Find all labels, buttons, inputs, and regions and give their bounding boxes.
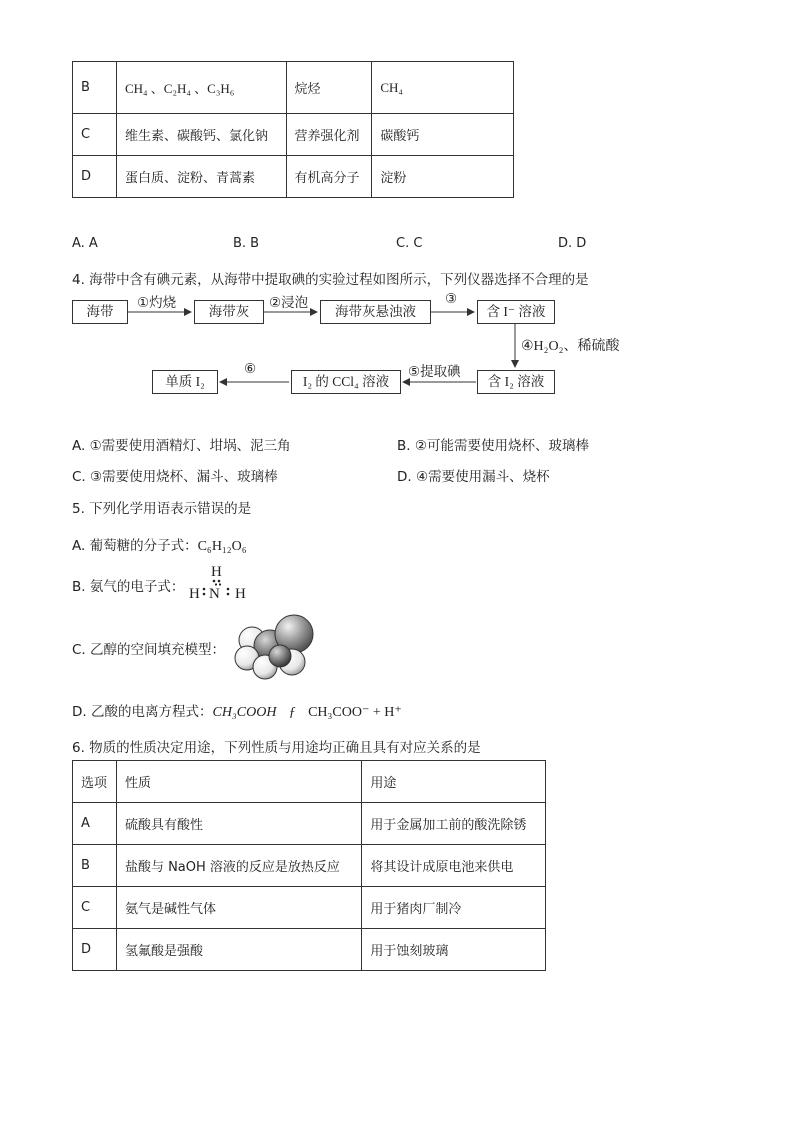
q4-stem: 4. 海带中含有碘元素，从海带中提取碘的实验过程如图所示，下列仪器选择不合理的是 (72, 272, 589, 288)
q6-row-property: 硫酸具有酸性 (116, 803, 361, 845)
q3-row-option: D (73, 156, 117, 198)
flow-step-2: ②浸泡 (269, 295, 309, 311)
q3-row-option: C (73, 114, 117, 156)
ethanol-space-filling-model-icon (232, 612, 324, 682)
svg-text:N: N (209, 586, 220, 602)
q5-option-b[interactable] (72, 575, 184, 595)
q5-option-a[interactable] (72, 534, 247, 555)
q6-row-option: A (73, 803, 117, 845)
q3-option-a[interactable]: A. A (72, 236, 98, 251)
q6-row-option: D (73, 929, 117, 971)
q6-row-option: B (73, 845, 117, 887)
q6-row-use: 用于蚀刻玻璃 (362, 929, 546, 971)
flow-step-6: ⑥ (244, 361, 257, 377)
svg-text:H: H (235, 586, 246, 602)
q5-option-d[interactable] (72, 700, 402, 721)
q6-header-option: 选项 (73, 761, 117, 803)
q5-option-c[interactable] (72, 638, 225, 658)
svg-text:H: H (189, 586, 200, 602)
q4-flow-arrows (0, 0, 794, 420)
q4-option-c[interactable]: C. ③需要使用烧杯、漏斗、玻璃棒 (72, 469, 278, 485)
flow-box-iodine-ccl4: I₂ 的 CCl₄ 溶液 (291, 370, 401, 394)
q6-row-option: C (73, 887, 117, 929)
q6-row-property: 氨气是碱性气体 (116, 887, 361, 929)
flow-box-iodine-solution: 含 I₂ 溶液 (477, 370, 555, 394)
q3-option-c[interactable]: C. C (396, 236, 423, 251)
flow-step-5: ⑤提取碘 (408, 364, 461, 380)
svg-text:H: H (211, 564, 222, 580)
table-row (73, 887, 546, 929)
q6-table (72, 760, 546, 971)
flow-step-4: ④H₂O₂、稀硫酸 (521, 339, 620, 354)
equilibrium-arrow-icon: ƒ (288, 705, 296, 720)
q3-row-example: 淀粉 (372, 156, 514, 198)
table-header-row (73, 761, 546, 803)
q6-row-property: 盐酸与 NaOH 溶液的反应是放热反应 (116, 845, 361, 887)
q3-row-example: CH₄ (372, 62, 514, 114)
q3-row-substances: 蛋白质、淀粉、青蒿素 (116, 156, 286, 198)
acetic-acid-formula: CH₃COOH (212, 705, 277, 720)
glucose-formula: C₆H₁₂O₆ (197, 539, 247, 554)
flow-box-elemental-iodine: 单质 I₂ (152, 370, 218, 394)
q6-row-use: 用于金属加工前的酸洗除锈 (362, 803, 546, 845)
q6-header-property: 性质 (116, 761, 361, 803)
flow-step-1: ①灼烧 (137, 295, 177, 311)
q3-row-category: 有机高分子 (286, 156, 372, 198)
q3-row-example: 碳酸钙 (372, 114, 514, 156)
flow-box-iodide-solution: 含 I⁻ 溶液 (477, 300, 555, 324)
q3-option-b[interactable]: B. B (233, 236, 260, 251)
q3-row-substances: CH₄ 、C₂H₄ 、C₃H₆ (116, 62, 286, 114)
table-row (73, 803, 546, 845)
acetate-ions-formula: CH₃COO⁻ + H⁺ (308, 705, 402, 720)
table-row (73, 929, 546, 971)
flow-box-ash-suspension: 海带灰悬浊液 (320, 300, 431, 324)
q5-option-a-label: A. 葡萄糖的分子式： (72, 538, 198, 554)
q4-option-a[interactable]: A. ①需要使用酒精灯、坩埚、泥三角 (72, 438, 291, 454)
q5-stem: 5. 下列化学用语表示错误的是 (72, 501, 252, 517)
q5-option-c-label: C. 乙醇的空间填充模型： (72, 642, 226, 658)
table-row (73, 845, 546, 887)
q4-option-d[interactable]: D. ④需要使用漏斗、烧杯 (397, 469, 550, 485)
q3-option-d[interactable]: D. D (558, 236, 587, 251)
q6-row-use: 用于猪肉厂制冷 (362, 887, 546, 929)
q6-row-use: 将其设计成原电池来供电 (362, 845, 546, 887)
flow-box-kelp-ash: 海带灰 (194, 300, 264, 324)
q3-row-category: 烷烃 (286, 62, 372, 114)
q4-option-b[interactable]: B. ②可能需要使用烧杯、玻璃棒 (397, 438, 589, 454)
q3-row-substances: 维生素、碳酸钙、氯化钠 (116, 114, 286, 156)
q3-row-category: 营养强化剂 (286, 114, 372, 156)
q6-header-use: 用途 (362, 761, 546, 803)
q5-option-d-label: D. 乙酸的电离方程式： (72, 704, 213, 720)
q3-row-option: B (73, 62, 117, 114)
ammonia-electron-dot-icon (185, 562, 255, 604)
q6-stem: 6. 物质的性质决定用途，下列性质与用途均正确且具有对应关系的是 (72, 740, 481, 756)
flow-box-kelp: 海带 (72, 300, 128, 324)
q5-option-b-label: B. 氨气的电子式： (72, 579, 185, 595)
flow-step-3: ③ (445, 291, 458, 307)
q6-row-property: 氢氟酸是强酸 (116, 929, 361, 971)
